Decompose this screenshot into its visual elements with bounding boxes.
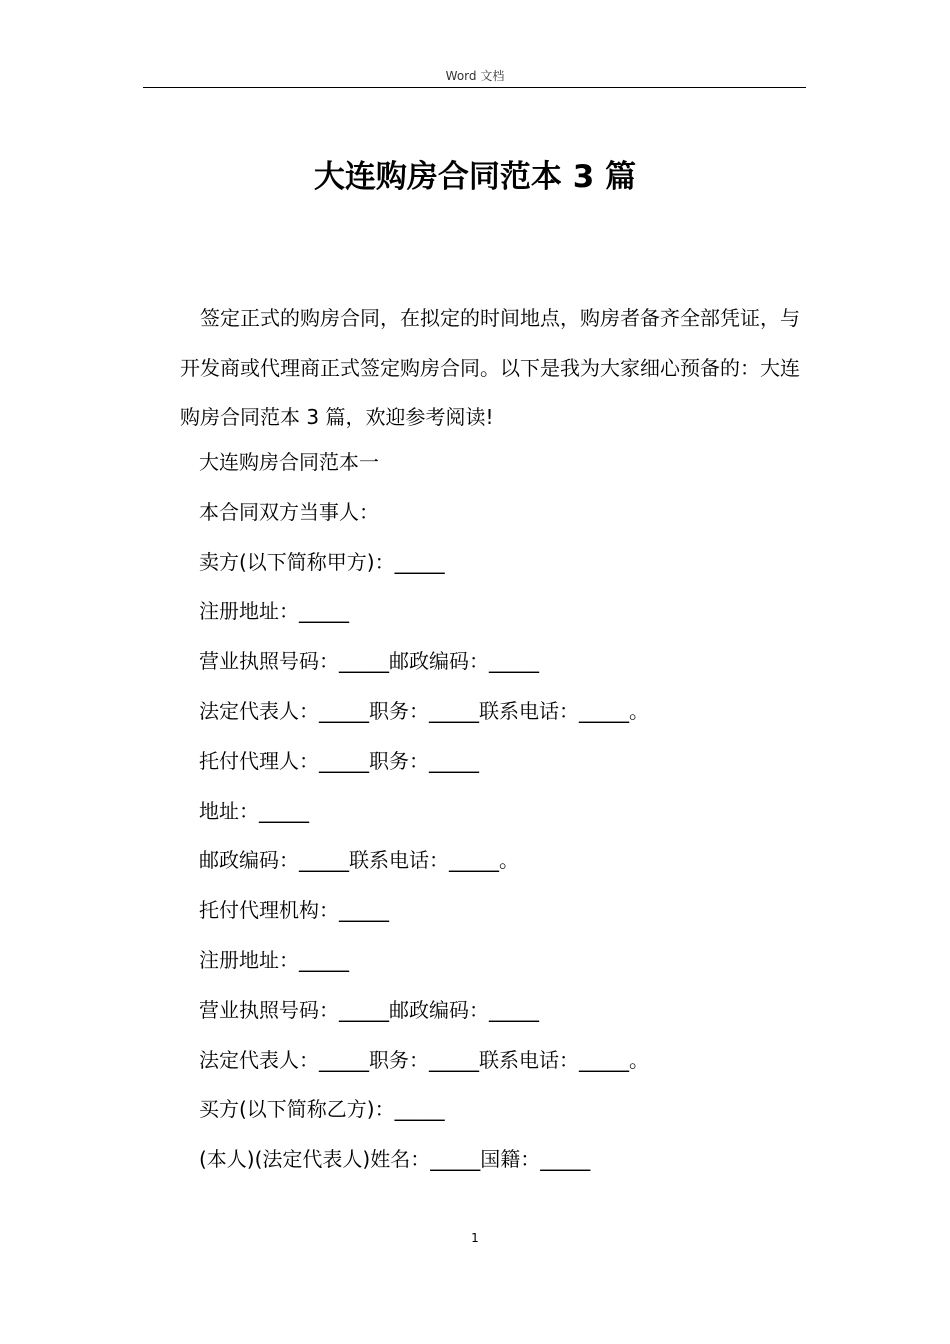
contract-line: 买方(以下简称乙方)：_____ — [199, 1097, 445, 1122]
contract-line: 注册地址：_____ — [199, 947, 349, 972]
contract-line: 营业执照号码：_____邮政编码：_____ — [199, 997, 539, 1022]
contract-lines — [199, 438, 804, 1185]
header-divider — [143, 87, 806, 88]
contract-line: 托付代理人：_____职务：_____ — [199, 748, 479, 773]
contract-line: 地址：_____ — [199, 798, 309, 823]
contract-line: 法定代表人：_____职务：_____联系电话：_____。 — [199, 1047, 649, 1072]
contract-line: 卖方(以下简称甲方)：_____ — [199, 549, 445, 574]
contract-line: 本合同双方当事人： — [199, 499, 379, 524]
page-header-label: Word 文档 — [445, 69, 505, 83]
contract-line: 邮政编码：_____联系电话：_____。 — [199, 848, 519, 873]
contract-line: (本人)(法定代表人)姓名：_____国籍：_____ — [199, 1147, 591, 1172]
intro-paragraph: 签定正式的购房合同，在拟定的时间地点，购房者备齐全部凭证，与开发商或代理商正式签定购房合同。以下是我为大家细心预备的：大连购房合同范本 3 篇，欢迎参考阅读! — [180, 306, 800, 429]
contract-line: 托付代理机构：_____ — [199, 898, 389, 923]
section-heading: 大连购房合同范本一 — [199, 450, 379, 474]
page-number: 1 — [471, 1231, 479, 1245]
contract-line: 注册地址：_____ — [199, 599, 349, 624]
contract-line: 营业执照号码：_____邮政编码：_____ — [199, 649, 539, 674]
contract-line: 法定代表人：_____职务：_____联系电话：_____。 — [199, 698, 649, 723]
document-title: 大连购房合同范本 3 篇 — [313, 159, 637, 195]
